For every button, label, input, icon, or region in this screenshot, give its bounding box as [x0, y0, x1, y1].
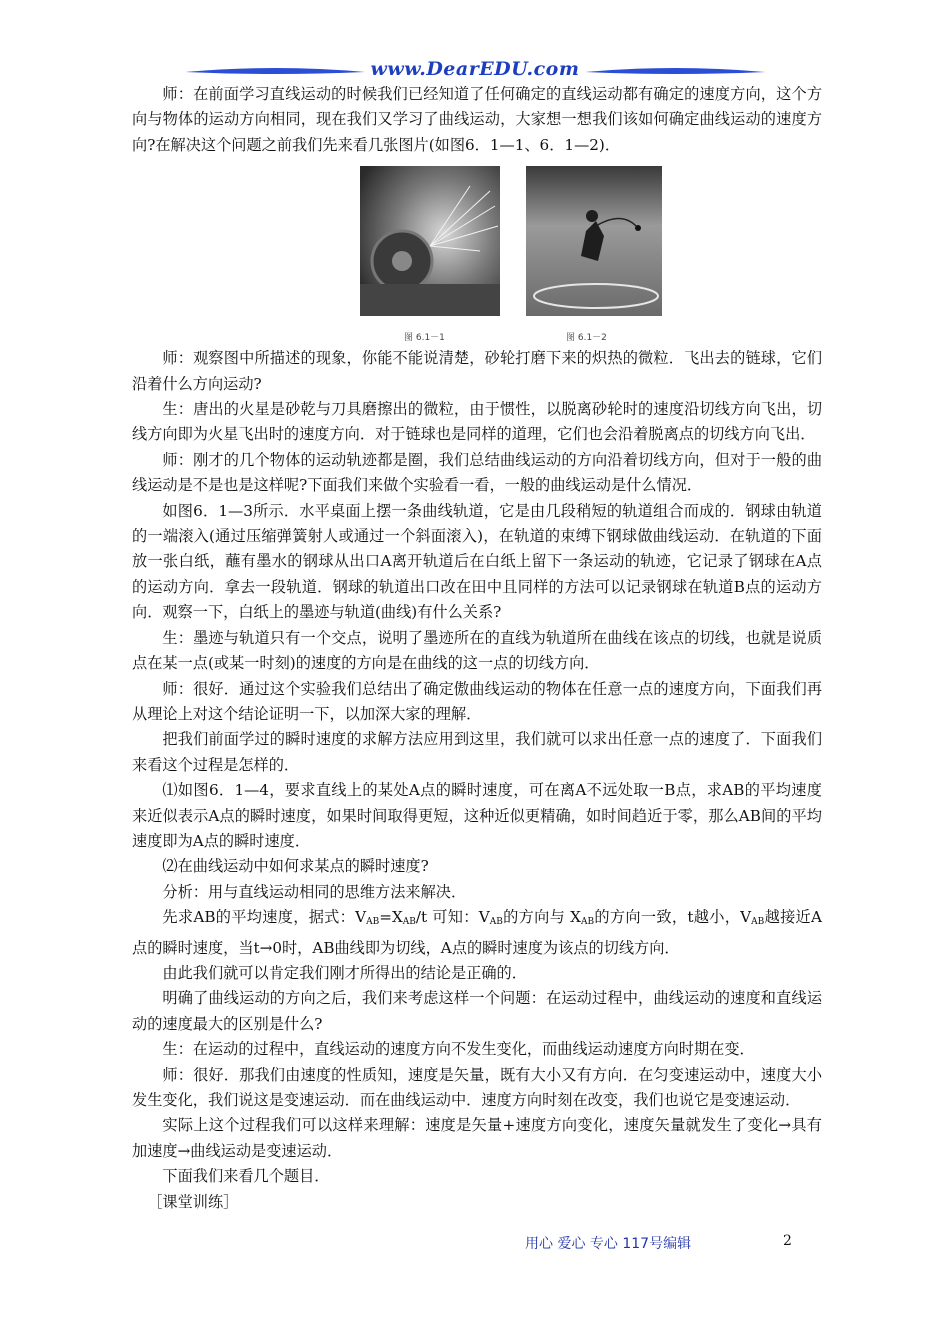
figure-hammer-throw: [526, 166, 662, 342]
formula-sub-3: AB: [489, 917, 503, 928]
paragraph-student-sparks: 生：唐出的火星是砂乾与刀具磨擦出的微粒，由于惯性，以脱离砂轮时的速度沿切线方向飞出，切线方向即为火星飞出时的速度方向．对于链球也是同样的道理，它们也会沿着脱离点的切线方向飞出．: [132, 400, 822, 444]
paragraph-point-2: ⑵在曲线运动中如何求某点的瞬时速度?: [162, 857, 429, 876]
formula-mid-4: 的方向一致，t越小，V: [594, 908, 752, 927]
hammer-throw-photo: [526, 166, 662, 316]
paragraph-exercises-intro: 下面我们来看几个题目．: [162, 1167, 330, 1186]
figure-row: [132, 166, 822, 342]
paragraph-point-1: ⑴如图6．1—4，要求直线上的某处A点的瞬时速度，可在离A不远处取一B点，求AB的平均速度来近似表示A点的瞬时速度，如果时间取得更短，这种近似更精确，如时间趋近于零，那么AB间的平均速度即为A点的瞬时速度．: [132, 781, 822, 850]
formula-sub-1: AB: [366, 917, 380, 928]
paragraph-student-tangent: 生：墨迹与轨道只有一个交点，说明了墨迹所在的直线为轨道所在曲线在该点的切线，也就是说质点在某一点(或某一时刻)的速度的方向是在曲线的这一点的切线方向．: [132, 628, 822, 673]
paragraph-intro: 师：在前面学习直线运动的时候我们已经知道了任何确定的直线运动都有确定的速度方向，这个方向与物体的运动方向相同，现在我们又学习了曲线运动，大家想一想我们该如何确定曲线运动的速度方向?在解决这个问题之前我们先来看几张图片(如图6．1—1、6．1—2)．: [132, 85, 822, 154]
formula-post: 越接近A点的瞬时速度，当t→0时，AB曲线即为切线，A点的瞬时速度为该点的切线方向．: [132, 908, 822, 957]
paragraph-teacher-theory: 师：很好．通过这个实验我们总结出了确定傲曲线运动的物体在任意一点的速度方向，下面我们再从理论上对这个结论证明一下，以加深大家的理解．: [132, 679, 822, 723]
paragraph-teacher-vector: 师：很好．那我们由速度的性质知，速度是矢量，既有大小又有方向．在匀变速运动中，速度大小发生变化，我们说这是变速运动．而在曲线运动中．速度方向时刻在改变，我们也说它是变速运动．: [132, 1065, 822, 1109]
paragraph-analysis: 分析：用与直线运动相同的思维方法来解决．: [162, 882, 467, 901]
site-brand: www.DearEDU.com: [370, 58, 580, 80]
figure-caption-1: 图 6.1－1: [404, 333, 445, 344]
formula-sub-2: AB: [402, 917, 416, 928]
paragraph-experiment-setup: 如图6．1—3所示．水平桌面上摆一条曲线轨道，它是由几段稍短的轨道组合而成的．钢球由轨道的一端滚入(通过压缩弹簧射人或通过一个斜面滚入)，在轨道的束缚下钢球做曲线运动．在轨道的下面放一张白纸，蘸有墨水的钢球从出口A离开轨道后在白纸上留下一条运动的轨迹，它记录了钢球在A点的运动方向．拿去一段轨道．钢球的轨道出口改在田中且同样的方法可以记录钢球在轨道B点的运动方向．观察一下，白纸上的墨迹与轨道(曲线)有什么关系?: [132, 501, 822, 622]
figure-caption-2: 图 6.1－2: [566, 333, 607, 344]
paragraph-formula: [132, 905, 822, 961]
paragraph-teacher-experiment: 师：刚才的几个物体的运动轨迹都是圈，我们总结曲线运动的方向沿着切线方向，但对于一般的曲线运动是不是也是这样呢?下面我们来做个实验看一看，一般的曲线运动是什么情况．: [132, 450, 822, 495]
formula-sub-5: AB: [751, 917, 765, 928]
paragraph-question: 明确了曲线运动的方向之后，我们来考虑这样一个问题：在运动过程中，曲线运动的速度和直线运动的速度最大的区别是什么?: [132, 989, 822, 1033]
grinding-wheel-photo: [360, 166, 500, 316]
document-body: [132, 82, 822, 1215]
footer-note: 用心 爱心 专心 117号编辑: [525, 1236, 692, 1252]
figure-grinding-wheel: [360, 166, 500, 342]
formula-pre: 先求AB的平均速度，据式：V: [162, 908, 367, 927]
paragraph-teacher-observe: 师：观察图中所描述的现象，你能不能说清楚，砂轮打磨下来的炽热的微粒．飞出去的链球，它们沿着什么方向运动?: [132, 349, 822, 393]
paragraph-conclusion: 由此我们就可以肯定我们刚才所得出的结论是正确的．: [162, 963, 527, 982]
section-heading: ［课堂训练］: [147, 1192, 239, 1211]
paragraph-student-difference: 生：在运动的过程中，直线运动的速度方向不发生变化，而曲线运动速度方向时期在变．: [162, 1040, 755, 1059]
page-number: 2: [783, 1233, 792, 1249]
paragraph-understanding: 实际上这个过程我们可以这样来理解：速度是矢量+速度方向变化，速度矢量就发生了变化→具有加速度→曲线运动是变速运动．: [132, 1116, 822, 1160]
formula-mid-2: /t 可知：V: [415, 908, 490, 927]
formula-mid-1: =X: [379, 908, 403, 927]
paragraph-instant-velocity: 把我们前面学过的瞬时速度的求解方法应用到这里，我们就可以求出任意一点的速度了．下面我们来看这个过程是怎样的．: [132, 730, 822, 774]
formula-sub-4: AB: [581, 917, 595, 928]
formula-mid-3: 的方向与 X: [502, 908, 581, 927]
